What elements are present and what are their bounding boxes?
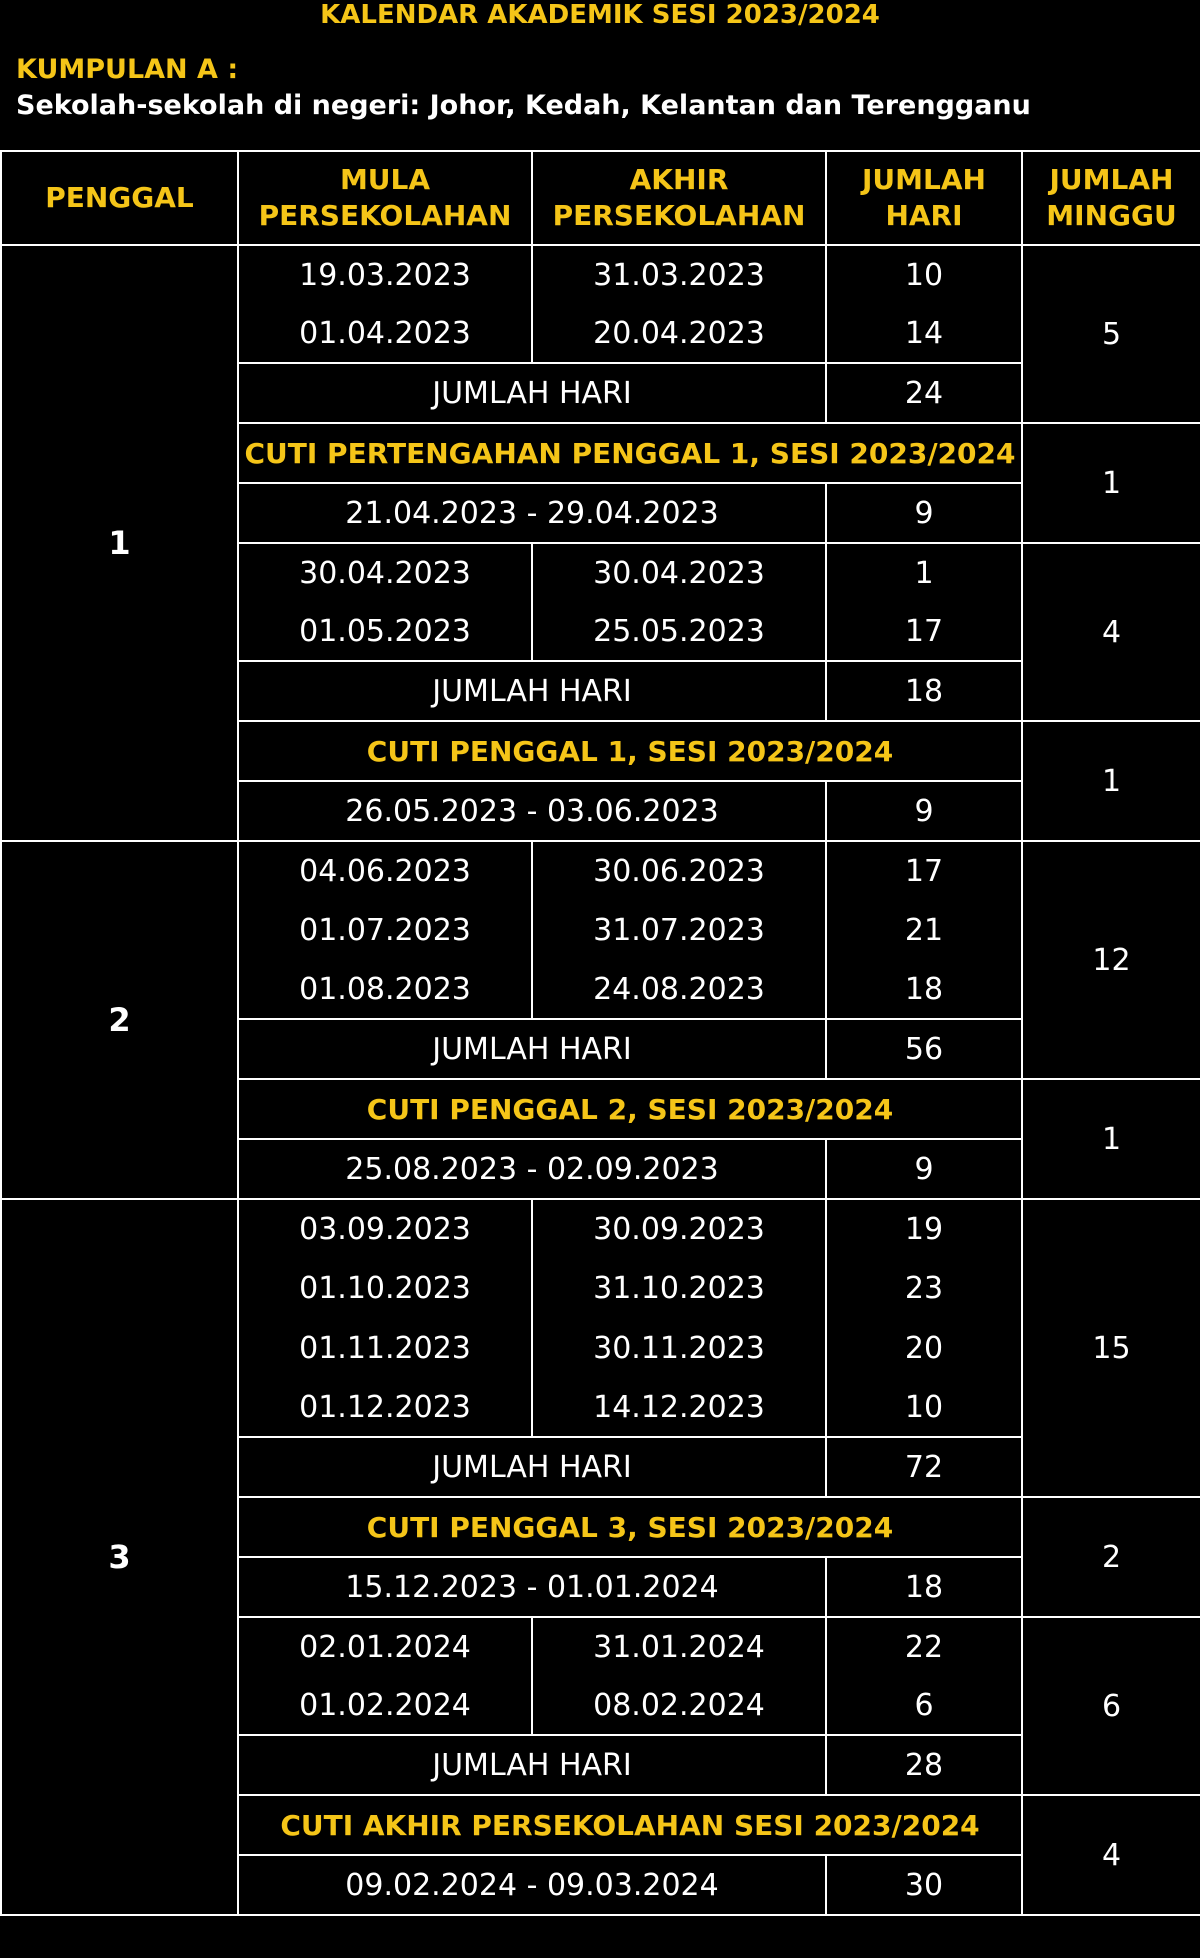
week-count: 5 [1022, 245, 1200, 423]
week-count: 12 [1022, 841, 1200, 1079]
end-date: 30.06.2023 [532, 841, 826, 900]
page-title: KALENDAR AKADEMIK SESI 2023/2024 [320, 0, 880, 30]
end-date: 31.01.2024 [532, 1617, 826, 1676]
start-date: 01.05.2023 [238, 602, 532, 661]
week-count: 1 [1022, 1079, 1200, 1199]
start-date: 01.02.2024 [238, 1676, 532, 1735]
header-row [1, 151, 1200, 245]
day-count: 19 [826, 1199, 1022, 1258]
total-days: 18 [826, 661, 1022, 721]
start-date: 01.10.2023 [238, 1258, 532, 1318]
end-date: 08.02.2024 [532, 1676, 826, 1735]
end-date: 31.07.2023 [532, 900, 826, 960]
day-count: 23 [826, 1258, 1022, 1318]
table-row [1, 841, 1200, 900]
start-date: 04.06.2023 [238, 841, 532, 900]
break-title: CUTI PENGGAL 1, SESI 2023/2024 [238, 721, 1022, 781]
end-date: 30.11.2023 [532, 1318, 826, 1378]
break-days: 9 [826, 483, 1022, 543]
total-label: JUMLAH HARI [238, 1735, 826, 1795]
total-days: 72 [826, 1437, 1022, 1497]
week-count: 6 [1022, 1617, 1200, 1795]
penggal-1-cell: 1 [1, 245, 238, 841]
total-label: JUMLAH HARI [238, 1437, 826, 1497]
table-row [1, 1199, 1200, 1258]
start-date: 19.03.2023 [238, 245, 532, 304]
start-date: 03.09.2023 [238, 1199, 532, 1258]
end-date: 30.04.2023 [532, 543, 826, 602]
break-days: 18 [826, 1557, 1022, 1617]
week-count: 1 [1022, 721, 1200, 841]
break-days: 9 [826, 781, 1022, 841]
penggal-2-cell: 2 [1, 841, 238, 1199]
week-count: 1 [1022, 423, 1200, 543]
end-date: 25.05.2023 [532, 602, 826, 661]
break-title: CUTI PERTENGAHAN PENGGAL 1, SESI 2023/2024 [238, 423, 1022, 483]
total-days: 56 [826, 1019, 1022, 1079]
day-count: 17 [826, 841, 1022, 900]
end-date: 24.08.2023 [532, 960, 826, 1019]
header-penggal: PENGGAL [1, 151, 238, 245]
group-label: KUMPULAN A : [16, 54, 239, 85]
calendar-table [0, 150, 1200, 1916]
break-title: CUTI PENGGAL 3, SESI 2023/2024 [238, 1497, 1022, 1557]
day-count: 1 [826, 543, 1022, 602]
day-count: 21 [826, 900, 1022, 960]
end-date: 20.04.2023 [532, 304, 826, 363]
start-date: 02.01.2024 [238, 1617, 532, 1676]
day-count: 20 [826, 1318, 1022, 1378]
total-label: JUMLAH HARI [238, 661, 826, 721]
week-count: 15 [1022, 1199, 1200, 1497]
total-label: JUMLAH HARI [238, 363, 826, 423]
start-date: 01.08.2023 [238, 960, 532, 1019]
states-description: Sekolah-sekolah di negeri: Johor, Kedah, Kelantan dan Terengganu [16, 90, 1031, 121]
header-jumlah-hari: JUMLAH HARI [826, 151, 1022, 245]
end-date: 31.03.2023 [532, 245, 826, 304]
break-range: 21.04.2023 - 29.04.2023 [238, 483, 826, 543]
header-mula: MULA PERSEKOLAHAN [238, 151, 532, 245]
start-date: 01.12.2023 [238, 1378, 532, 1437]
day-count: 10 [826, 1378, 1022, 1437]
break-title: CUTI AKHIR PERSEKOLAHAN SESI 2023/2024 [238, 1795, 1022, 1855]
table-row [1, 245, 1200, 304]
break-days: 9 [826, 1139, 1022, 1199]
penggal-3-cell: 3 [1, 1199, 238, 1915]
day-count: 14 [826, 304, 1022, 363]
day-count: 18 [826, 960, 1022, 1019]
day-count: 6 [826, 1676, 1022, 1735]
end-date: 31.10.2023 [532, 1258, 826, 1318]
total-label: JUMLAH HARI [238, 1019, 826, 1079]
week-count: 4 [1022, 1795, 1200, 1915]
day-count: 22 [826, 1617, 1022, 1676]
start-date: 01.11.2023 [238, 1318, 532, 1378]
total-days: 24 [826, 363, 1022, 423]
total-days: 28 [826, 1735, 1022, 1795]
start-date: 01.04.2023 [238, 304, 532, 363]
header-jumlah-minggu: JUMLAH MINGGU [1022, 151, 1200, 245]
break-range: 09.02.2024 - 09.03.2024 [238, 1855, 826, 1915]
week-count: 4 [1022, 543, 1200, 721]
end-date: 30.09.2023 [532, 1199, 826, 1258]
start-date: 01.07.2023 [238, 900, 532, 960]
break-title: CUTI PENGGAL 2, SESI 2023/2024 [238, 1079, 1022, 1139]
break-range: 15.12.2023 - 01.01.2024 [238, 1557, 826, 1617]
break-days: 30 [826, 1855, 1022, 1915]
day-count: 17 [826, 602, 1022, 661]
break-range: 26.05.2023 - 03.06.2023 [238, 781, 826, 841]
day-count: 10 [826, 245, 1022, 304]
start-date: 30.04.2023 [238, 543, 532, 602]
header-akhir: AKHIR PERSEKOLAHAN [532, 151, 826, 245]
end-date: 14.12.2023 [532, 1378, 826, 1437]
break-range: 25.08.2023 - 02.09.2023 [238, 1139, 826, 1199]
week-count: 2 [1022, 1497, 1200, 1617]
